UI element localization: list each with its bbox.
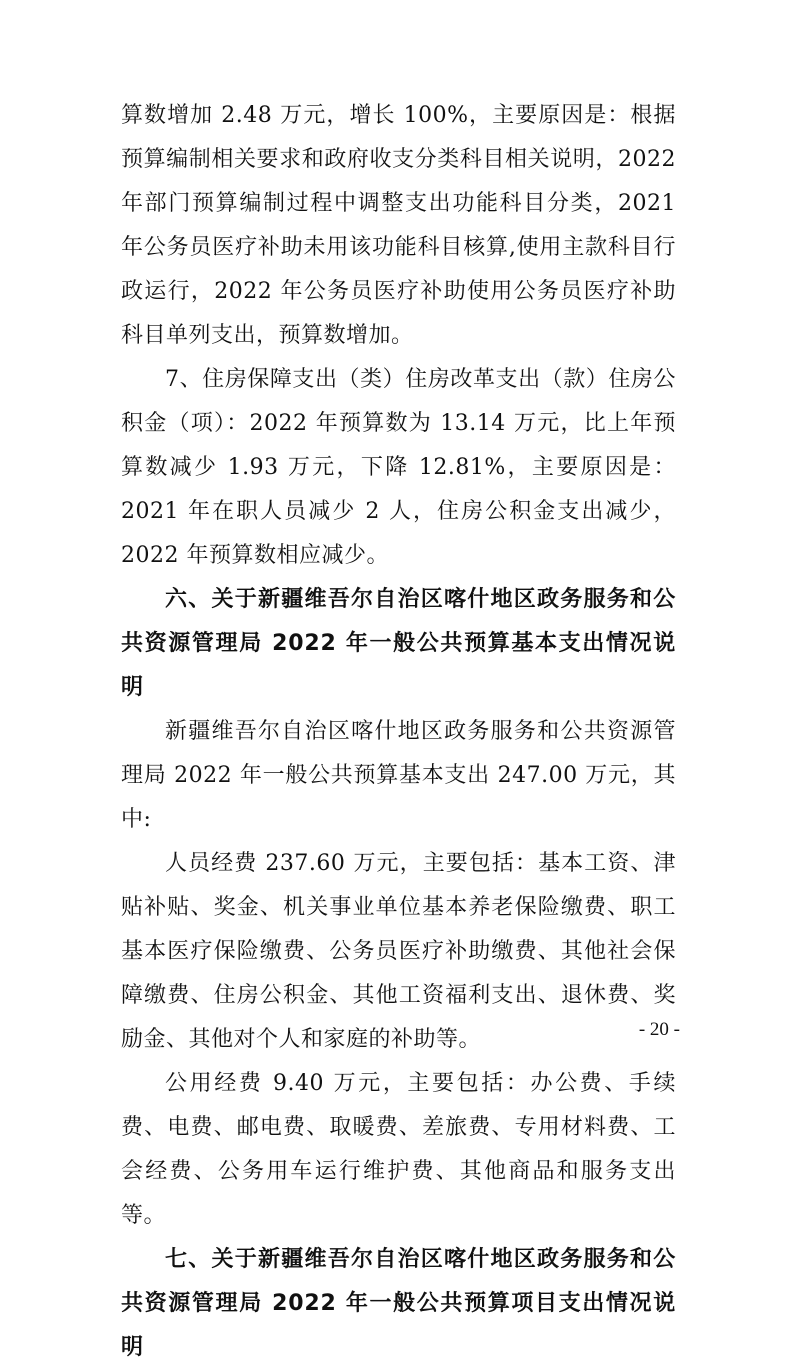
body-paragraph: 新疆维吾尔自治区喀什地区政务服务和公共资源管理局 2022 年一般公共预算基本支出 247.00 万元，其中: xyxy=(121,719,676,832)
body-paragraph: 公用经费 9.40 万元，主要包括：办公费、手续费、电费、邮电费、取暖费、差旅费、专用材料费、工会经费、公务用车运行维护费、其他商品和服务支出等。 xyxy=(121,1071,676,1228)
document-body xyxy=(121,94,676,1370)
body-paragraph: 人员经费 237.60 万元，主要包括：基本工资、津贴补贴、奖金、机关事业单位基本养老保险缴费、职工基本医疗保险缴费、公务员医疗补助缴费、其他社会保障缴费、住房公积金、其他工资福利支出、退休费、奖励金、其他对个人和家庭的补助等。 xyxy=(121,851,676,1052)
body-paragraph: 7、住房保障支出（类）住房改革支出（款）住房公积金（项）：2022 年预算数为 13.14 万元，比上年预算数减少 1.93 万元，下降 12.81%，主要原因是：2021 年在职人员减少 2 人，住房公积金支出减少，2022 年预算数相应减少。 xyxy=(121,367,676,568)
page-number: - 20 - xyxy=(638,1019,680,1040)
section-heading: 六、关于新疆维吾尔自治区喀什地区政务服务和公共资源管理局 2022 年一般公共预算基本支出情况说明 xyxy=(121,587,676,700)
section-heading: 七、关于新疆维吾尔自治区喀什地区政务服务和公共资源管理局 2022 年一般公共预算项目支出情况说明 xyxy=(121,1247,676,1360)
body-paragraph: 算数增加 2.48 万元，增长 100%，主要原因是：根据预算编制相关要求和政府收支分类科目相关说明，2022 年部门预算编制过程中调整支出功能科目分类，2021 年公务员医疗补助未用该功能科目核算,使用主款科目行政运行，2022 年公务员医疗补助使用公务员医疗补助科目单列支出，预算数增加。 xyxy=(121,103,676,348)
